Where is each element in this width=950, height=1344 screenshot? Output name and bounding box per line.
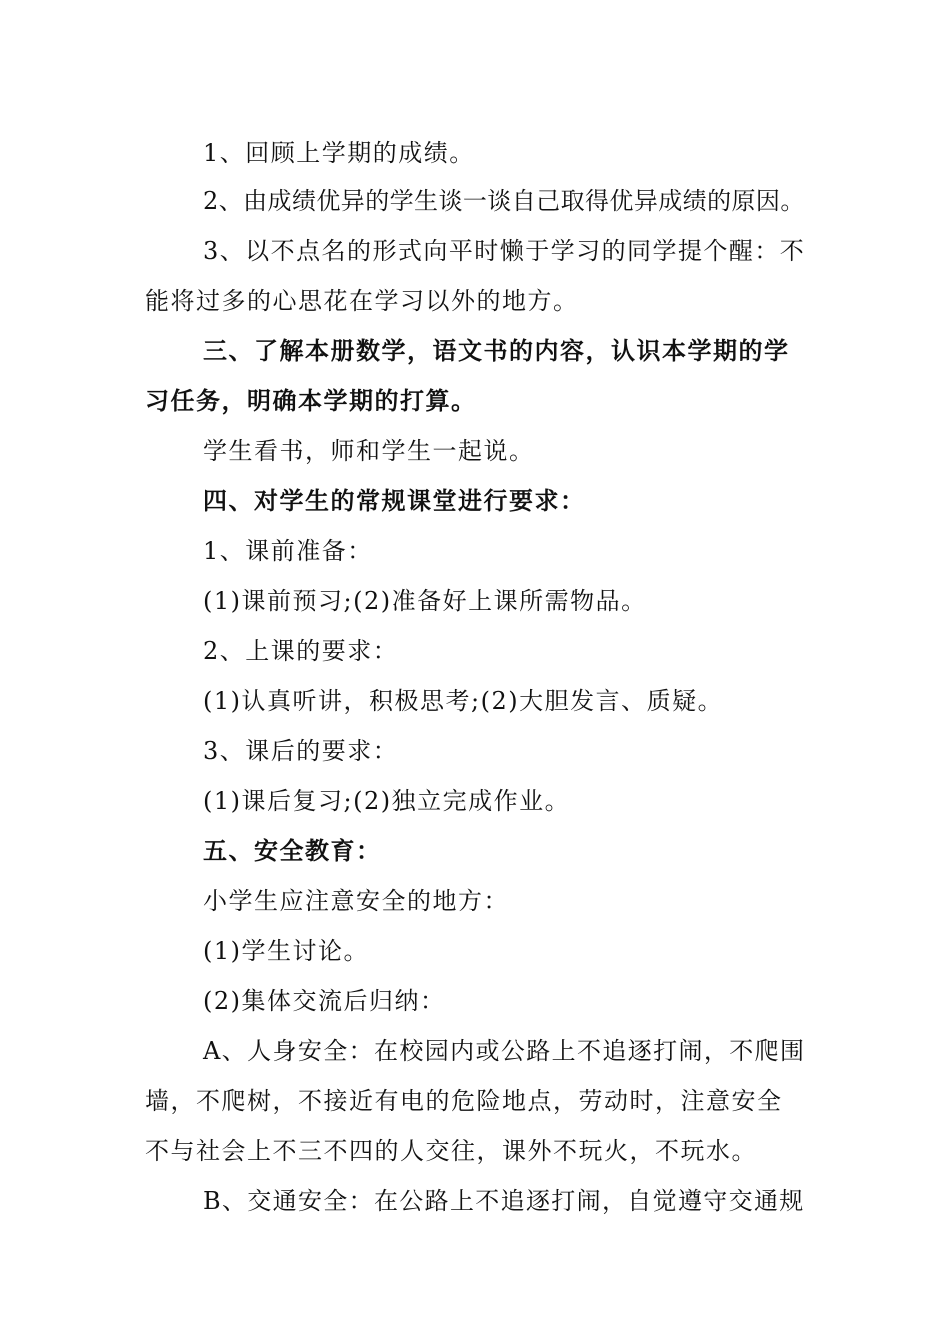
section-heading-3-continuation: 习任务，明确本学期的打算。 — [145, 386, 477, 415]
paragraph-summary: (2)集体交流后归纳： — [203, 987, 446, 1015]
paragraph-item-1: 1、回顾上学期的成绩。 — [203, 139, 475, 167]
section-heading-4: 四、对学生的常规课堂进行要求： — [203, 486, 586, 515]
section-heading-5: 五、安全教育： — [203, 836, 382, 865]
paragraph-item-3-continuation: 能将过多的心思花在学习以外的地方。 — [145, 287, 579, 315]
paragraph-before-class-detail: (1)课前预习;(2)准备好上课所需物品。 — [203, 587, 647, 615]
paragraph-before-class: 1、课前准备： — [203, 537, 373, 565]
paragraph-personal-safety-cont-1: 墙，不爬树，不接近有电的危险地点，劳动时，注意安全 — [145, 1087, 783, 1115]
paragraph-traffic-safety: B、交通安全：在公路上不追逐打闹，自觉遵守交通规 — [203, 1187, 805, 1215]
paragraph-after-class-detail: (1)课后复习;(2)独立完成作业。 — [203, 787, 571, 815]
section-heading-3: 三、了解本册数学，语文书的内容，认识本学期的学 — [203, 336, 790, 365]
paragraph-discussion: (1)学生讨论。 — [203, 937, 369, 965]
paragraph-reading: 学生看书，师和学生一起说。 — [203, 437, 535, 465]
paragraph-after-class: 3、课后的要求： — [203, 737, 399, 765]
paragraph-safety-intro: 小学生应注意安全的地方： — [203, 887, 509, 915]
paragraph-in-class: 2、上课的要求： — [203, 637, 399, 665]
paragraph-item-3: 3、以不点名的形式向平时懒于学习的同学提个醒：不 — [203, 237, 806, 265]
paragraph-in-class-detail: (1)认真听讲，积极思考;(2)大胆发言、质疑。 — [203, 687, 724, 715]
paragraph-personal-safety: A、人身安全：在校园内或公路上不追逐打闹，不爬围 — [203, 1037, 806, 1065]
paragraph-item-2: 2、由成绩优异的学生谈一谈自己取得优异成绩的原因。 — [203, 187, 805, 215]
paragraph-personal-safety-cont-2: 不与社会上不三不四的人交往，课外不玩火，不玩水。 — [145, 1137, 757, 1165]
